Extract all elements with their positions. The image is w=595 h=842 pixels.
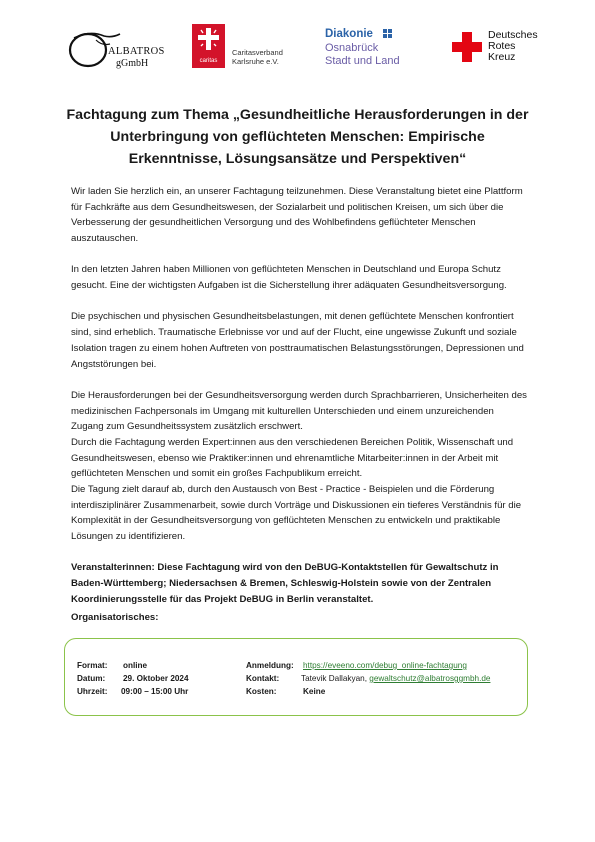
uhrzeit-label: Uhrzeit: [77,687,108,696]
uhrzeit-value: 09:00 – 15:00 Uhr [121,687,189,696]
paragraph-challenges: Die Herausforderungen bei der Gesundheitsversorgung werden durch Sprachbarrieren, Unsicherheiten des medizinischen Fachpersonals im Umgang mit kulturellen Unterschieden und einem unzureichenden Zugang zum Gesundheitssystem zusätzlich erschwert. [71,389,527,433]
kontakt-email-link[interactable]: gewaltschutz@albatrosggmbh.de [369,674,491,683]
event-info-box [64,638,528,716]
diakonie-city: Osnabrück [325,42,379,54]
paragraph-context: In den letzten Jahren haben Millionen von geflüchteten Menschen in Deutschland und Europa Schutz gesucht. Eine der wichtigsten Aufgaben ist die Sicherstellung ihrer adäquaten Gesundheitsversorgung. [71,264,507,292]
diakonie-region: Stadt und Land [325,55,400,67]
format-value: online [123,661,148,670]
albatros-name: ALBATROS [108,46,165,57]
format-label: Format: [77,661,108,670]
caritas-emblem [192,24,225,68]
drk-logo [452,28,562,76]
caritas-flame-cross-icon [192,24,225,58]
red-cross-icon [452,32,482,62]
body-text [71,184,529,608]
page-title: Fachtagung zum Thema „Gesundheitliche Herausforderungen in der Unterbringung von geflüchteten Menschen: Empirische Erkenntnisse, Lösungsansätze und Perspektiven“ [66,107,529,167]
organisatorisches-heading: Organisatorisches: [71,612,159,623]
diakonie-cross-icon [383,29,392,38]
paragraph-goals: Die Tagung zielt darauf ab, durch den Austausch von Best - Practice - Beispielen und die Förderung interdisziplinärer Zusammenarbeit, sowie durch Vorträge und Diskussionen ein tieferes Verständnis für die Komplexität in der Gesundheitsversorgung von geflüchteten Menschen zu entwickeln und praktikable Lösungen zu identifizieren. [71,484,522,543]
paragraph-burdens: Die psychischen und physischen Gesundheitsbelastungen, mit denen geflüchtete Menschen konfrontiert sind, sind erheblich. Traumatische Erlebnisse vor und auf der Flucht, eine ungewisse Zukunft und soziale Isolation tragen zu einem hohen Auftreten von posttraumatischen Belastungsstörungen, Depressionen und Angststörungen bei. [71,311,524,370]
albatros-logo [66,26,170,78]
drk-line-2: Rotes [488,40,516,52]
datum-value: 29. Oktober 2024 [123,674,189,683]
kontakt-name: Tatevik Dallakyan, [301,674,367,683]
anmeldung-label: Anmeldung: [246,661,294,670]
anmeldung-link[interactable] [303,660,467,672]
albatros-sub: gGmbH [116,58,149,69]
datum-label: Datum: [77,674,106,683]
caritas-logo [192,24,292,72]
paragraph-intro: Wir laden Sie herzlich ein, an unserer Fachtagung teilzunehmen. Diese Veranstaltung bietet eine Plattform für Fachkräfte aus dem Gesundheitswesen, der Sozialarbeit und politischen Kreisen, um sich über die Verbesserung der gesundheitlichen Versorgung und des Wohlbefindens geflüchteter Menschen auszutauschen. [71,186,523,245]
diakonie-name: Diakonie [325,28,373,40]
logo-bar [0,20,595,80]
drk-line-3: Kreuz [488,51,516,63]
kontakt-value [301,673,490,685]
caritas-label-1: Caritasverband [232,48,283,57]
drk-line-1: Deutsches [488,29,538,41]
kosten-label: Kosten: [246,687,277,696]
paragraph-audience: Durch die Fachtagung werden Expert:innen aus den verschiedenen Bereichen Politik, Wissenschaft und Gesundheitswesen, ebenso wie Praktiker:innen und ehrenamtliche Mitarbeiter:innen in der Arbeit mit geflüchteten Menschen und somit ein großes Fachpublikum erreicht. [71,436,514,480]
caritas-label-2: Karlsruhe e.V. [232,57,279,66]
kontakt-label: Kontakt: [246,674,280,683]
paragraph-organizers: Veranstalterinnen: Diese Fachtagung wird von den DeBUG-Kontaktstellen für Gewaltschutz in Baden-Württemberg; Niedersachsen & Bremen, Schleswig-Holstein sowie von der Zentralen Koordinierungsstelle für das Projekt DeBUG in Berlin veranstaltet. [71,562,499,605]
caritas-word: caritas [199,58,218,64]
diakonie-logo [325,28,435,76]
registration-link[interactable]: https://eveeno.com/debug_online-fachtagung [303,661,467,670]
kosten-value: Keine [303,687,326,696]
